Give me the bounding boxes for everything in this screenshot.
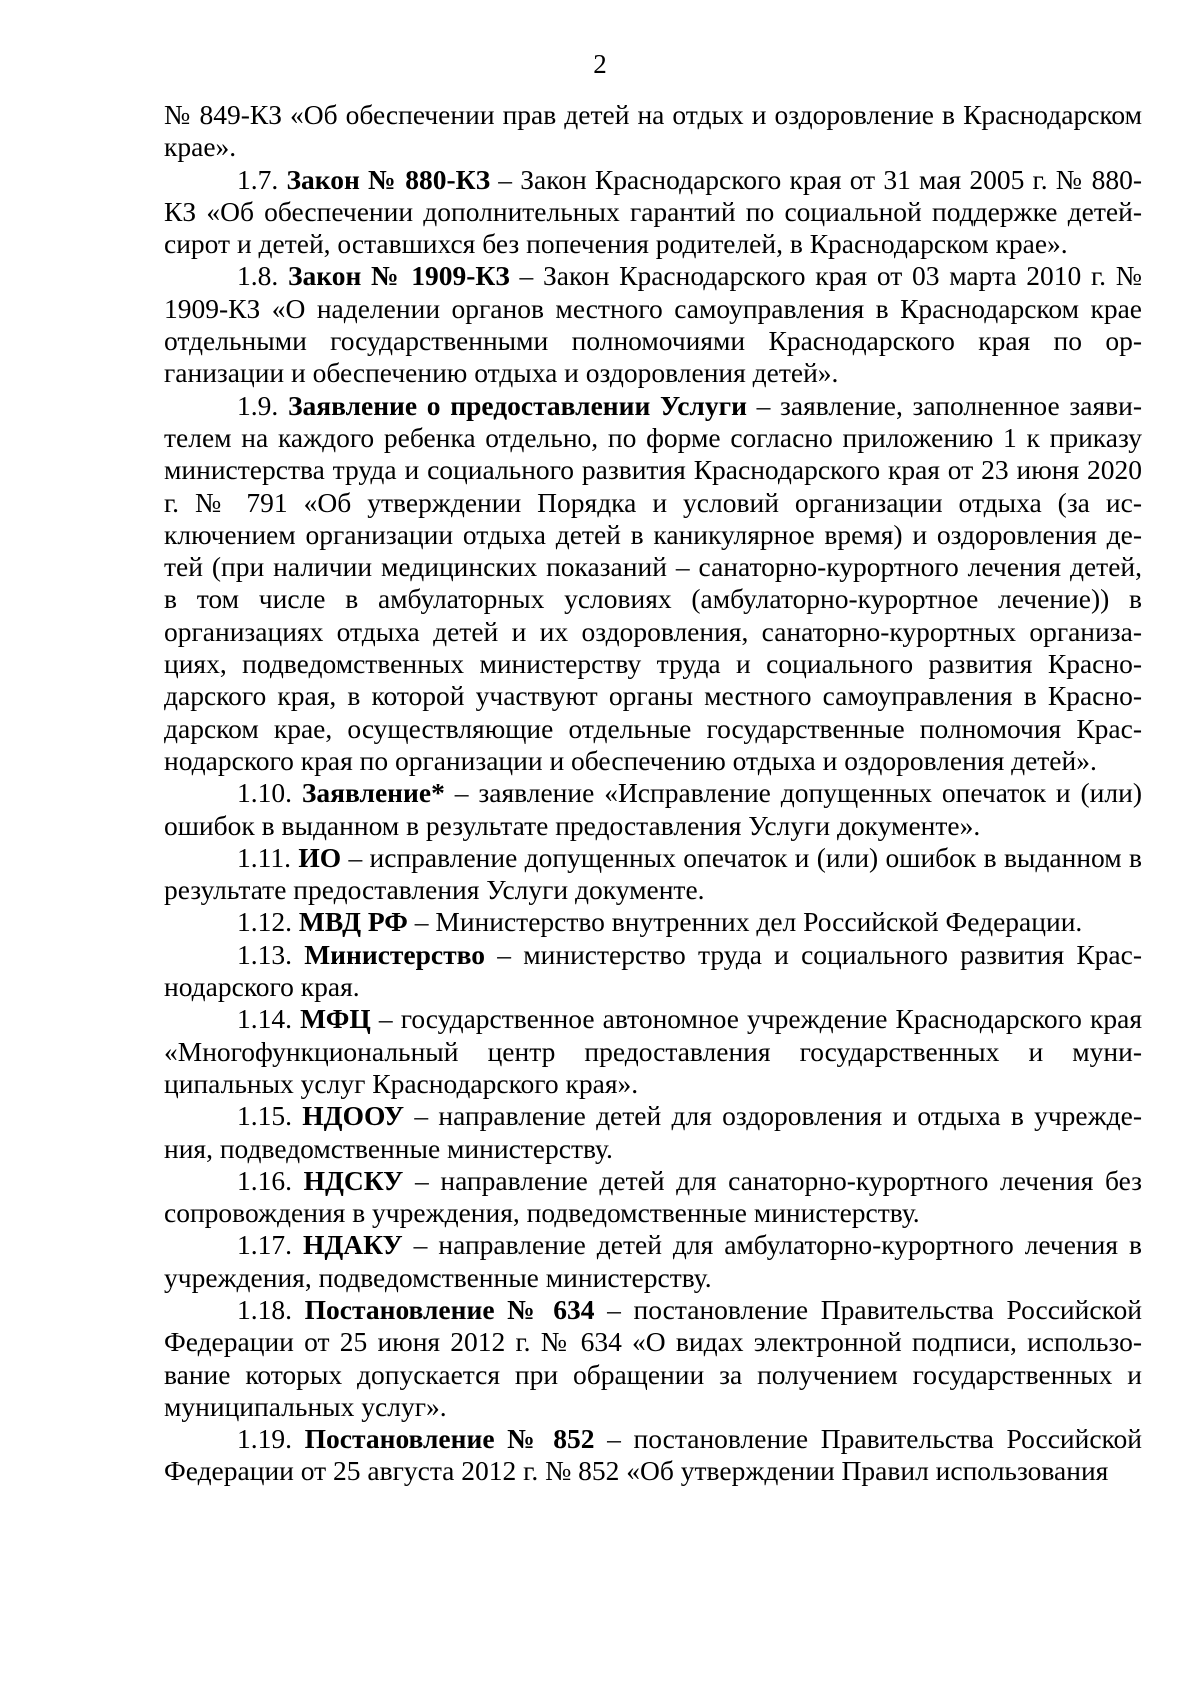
paragraph-1-18	[164, 1294, 1142, 1423]
document-body	[164, 99, 1142, 1488]
clause-number: 1.19.	[237, 1423, 305, 1455]
clause-number: 1.7.	[237, 163, 287, 195]
defined-term: МВД РФ	[298, 906, 408, 938]
paragraph-text: – Министерство внутренних дел Российской Федерации.	[407, 906, 1083, 938]
page-number: 2	[593, 49, 607, 79]
clause-number: 1.18.	[237, 1293, 305, 1325]
clause-number: 1.13.	[237, 938, 305, 970]
paragraph-text: – заявление, заполненное заявителем на каждого ребенка отдельно, по форме согласно приложению 1 к приказу министерства труда и социального развития Краснодарского края от 23 июня 2020 г. № 791 «Об утверждении Порядка и условий организации отдыха (за исключением организации отдыха детей в каникулярное время) и оздоровления детей (при наличии медицинских показаний – санаторно-курортного лечения детей, в том числе в амбулаторных условиях (амбулаторно-курортное лечение)) в организациях отдыха детей и их оздоровления, санаторно-курортных организациях, подведомственных министерству труда и социального развития Краснодарского края, в которой участвуют органы местного самоуправления в Краснодарском крае, осуществляющие отдельные государственные полномочия Краснодарского края по организации и обеспечению отдыха и оздоровления детей».	[164, 389, 1142, 776]
clause-number: 1.10.	[237, 777, 302, 809]
paragraph-text: – направление детей для санаторно-курортного лечения без сопровождения в учреждения, подведомственные министерству.	[164, 1164, 1142, 1229]
paragraph-1-9	[164, 390, 1142, 778]
defined-term: МФЦ	[300, 1003, 371, 1035]
paragraph-text: – заявление «Исправление допущенных опечаток и (или) ошибок в выданном в результате предоставления Услуги документе».	[164, 777, 1142, 841]
paragraph-text: – постановление Правительства Российской Федерации от 25 августа 2012 г. № 852 «Об утверждении Правил использования	[164, 1423, 1142, 1487]
paragraph-text: – Закон Краснодарского края от 03 марта 2010 г. № 1909-КЗ «О наделении органов местного самоуправления в Краснодарском крае отдельными государственными полномочиями Краснодарского края по организации и обеспечению отдыха и оздоровления детей».	[164, 260, 1143, 389]
paragraph-text: – министерство труда и социального развития Краснодарского края.	[164, 938, 1142, 1003]
clause-number: 1.12.	[237, 906, 299, 938]
clause-number: 1.14.	[237, 1003, 301, 1035]
paragraph-1-15	[164, 1100, 1142, 1165]
paragraph-text: – государственное автономное учреждение Краснодарского края «Многофункциональный центр предоставления государственных и муниципальных услуг Краснодарского края».	[164, 1003, 1143, 1099]
paragraph-text: – Закон Краснодарского края от 31 мая 2005 г. № 880-КЗ «Об обеспечении дополнительных гарантий по социальной поддержке детей-сирот и детей, оставшихся без попечения родителей, в Краснодарском крае».	[164, 163, 1143, 260]
paragraph-text: – исправление допущенных опечаток и (или) ошибок в выданном в результате предоставления Услуги документе.	[164, 841, 1142, 906]
paragraph-1-17	[164, 1229, 1142, 1294]
defined-term: Заявление о предоставлении Услуги	[287, 389, 747, 421]
defined-term: НДАКУ	[302, 1229, 403, 1261]
paragraph-continuation	[164, 99, 1142, 164]
paragraph-1-11	[164, 842, 1142, 907]
paragraph-1-8	[164, 260, 1142, 389]
paragraph-1-14	[164, 1003, 1142, 1100]
clause-number: 1.17.	[237, 1229, 303, 1261]
clause-number: 1.16.	[237, 1164, 304, 1196]
paragraph-text: – направление детей для оздоровления и отдыха в учреждения, подведомственные министерству.	[164, 1100, 1142, 1164]
defined-term: НДООУ	[302, 1100, 405, 1132]
defined-term: Постановление № 634	[304, 1293, 595, 1325]
defined-term: Закон № 1909-КЗ	[287, 260, 510, 292]
clause-number: 1.15.	[237, 1100, 303, 1132]
paragraph-text: № 849-КЗ «Об обеспечении прав детей на отдых и оздоровление в Краснодарском крае».	[164, 99, 1142, 163]
defined-term: Закон № 880-КЗ	[286, 163, 491, 195]
paragraph-text: – постановление Правительства Российской Федерации от 25 июня 2012 г. № 634 «О видах электронной подписи, использование которых допускается при обращении за получением государственных и муниципальных услуг».	[164, 1293, 1142, 1422]
paragraph-1-19	[164, 1423, 1142, 1488]
defined-term: ИО	[298, 841, 342, 873]
paragraph-1-10	[164, 777, 1142, 842]
clause-number: 1.9.	[237, 389, 288, 421]
clause-number: 1.11.	[237, 841, 299, 873]
paragraph-1-12	[164, 906, 1142, 938]
paragraph-1-16	[164, 1165, 1142, 1230]
paragraph-text: – направление детей для амбулаторно-курортного лечения в учреждения, подведомственные министерству.	[164, 1229, 1142, 1293]
clause-number: 1.8.	[237, 260, 288, 292]
defined-term: Постановление № 852	[304, 1423, 595, 1455]
paragraph-1-13	[164, 939, 1142, 1004]
defined-term: НДСКУ	[303, 1164, 404, 1196]
defined-term: Министерство	[304, 938, 486, 970]
defined-term: Заявление*	[301, 777, 445, 809]
paragraph-1-7	[164, 164, 1142, 261]
